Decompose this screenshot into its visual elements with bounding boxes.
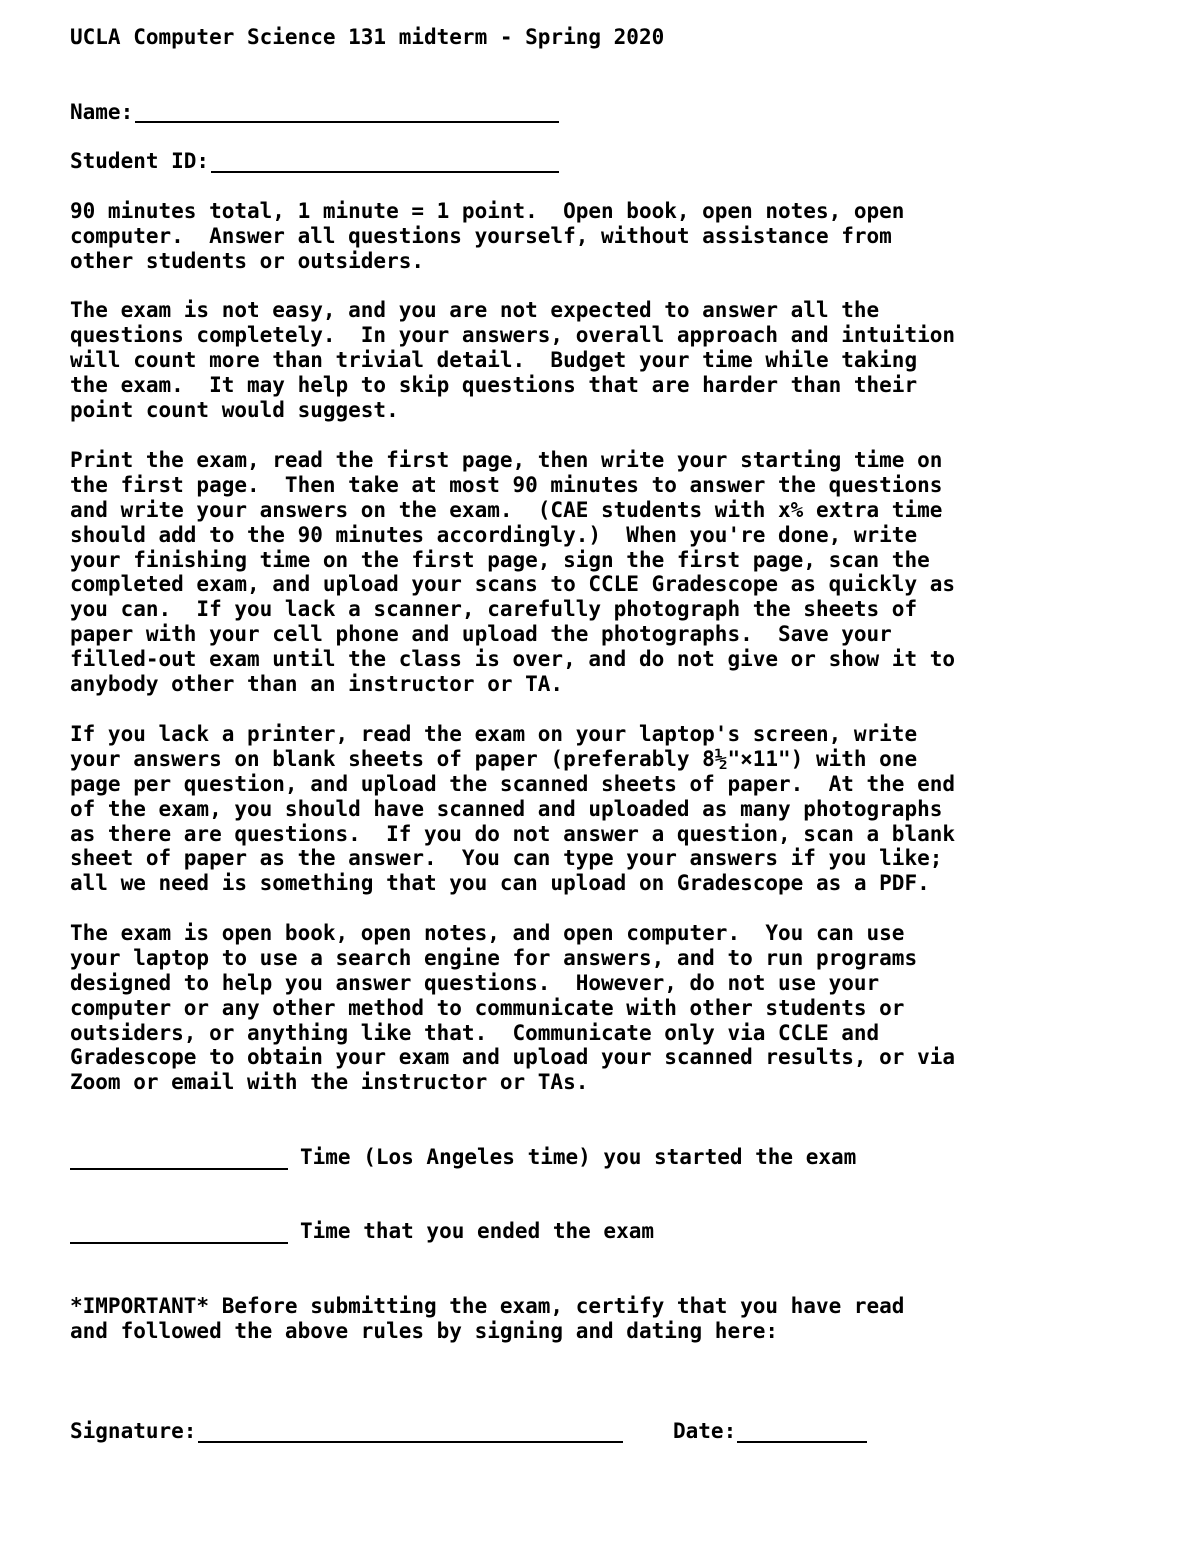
paragraph-line: the first page. Then take at most 90 minutes to answer the questions <box>70 472 943 497</box>
paragraph-line: anybody other than an instructor or TA. <box>70 672 564 697</box>
instructions-paragraph-no-printer <box>70 722 955 896</box>
paragraph-line: computer. Answer all questions yourself, without assistance from <box>70 223 892 248</box>
paragraph-line: page per question, and upload the scanned sheets of paper. At the end <box>70 771 956 796</box>
paragraph-line: your answers on blank sheets of paper (preferably 8½"×11") with one <box>70 746 918 771</box>
paragraph-line: the exam. It may help to skip questions that are harder than their <box>70 372 918 397</box>
instructions-paragraph-difficulty <box>70 298 955 422</box>
paragraph-line: point count would suggest. <box>70 397 399 422</box>
paragraph-line: other students or outsiders. <box>70 248 425 273</box>
paragraph-line: and followed the above rules by signing and dating here: <box>70 1318 779 1343</box>
paragraph-line: should add to the 90 minutes accordingly.) When you're done, write <box>70 522 918 547</box>
paragraph-line: Zoom or email with the instructor or TAs. <box>70 1070 589 1095</box>
instructions-paragraph-open-book <box>70 921 955 1095</box>
exam-title: UCLA Computer Science 131 midterm - Spring 2020 <box>70 25 665 49</box>
student-id-label: Student ID: <box>70 149 210 173</box>
paragraph-line: completed exam, and upload your scans to CCLE Gradescope as quickly as <box>70 572 956 597</box>
end-time-blank-line <box>70 1242 288 1244</box>
signature-label: Signature: <box>70 1419 197 1443</box>
paragraph-line: Print the exam, read the first page, then write your starting time on <box>70 448 943 472</box>
paragraph-line: Gradescope to obtain your exam and upload your scanned results, or via <box>70 1045 956 1070</box>
paragraph-line: as there are questions. If you do not answer a question, scan a blank <box>70 821 956 846</box>
name-blank-line <box>135 121 559 123</box>
paragraph-line: The exam is open book, open notes, and open computer. You can use <box>70 921 905 945</box>
paragraph-line: sheet of paper as the answer. You can type your answers if you like; <box>70 846 943 871</box>
paragraph-line: paper with your cell phone and upload the photographs. Save your <box>70 622 892 647</box>
paragraph-line: will count more than trivial detail. Budget your time while taking <box>70 347 918 372</box>
start-time-blank-line <box>70 1168 288 1170</box>
paragraph-line: all we need is something that you can upload on Gradescope as a PDF. <box>70 871 930 896</box>
paragraph-line: *IMPORTANT* Before submitting the exam, certify that you have read <box>70 1294 905 1318</box>
start-time-label: Time (Los Angeles time) you started the exam <box>300 1145 857 1169</box>
name-label: Name: <box>70 100 134 124</box>
paragraph-line: you can. If you lack a scanner, carefully photograph the sheets of <box>70 597 918 622</box>
instructions-paragraph-time <box>70 199 904 274</box>
paragraph-line: your laptop to use a search engine for answers, and to run programs <box>70 945 918 970</box>
important-certification-notice <box>70 1294 904 1344</box>
paragraph-line: your finishing time on the first page, sign the first page, scan the <box>70 547 930 572</box>
paragraph-line: If you lack a printer, read the exam on your laptop's screen, write <box>70 722 918 746</box>
date-label: Date: <box>673 1419 737 1443</box>
paragraph-line: 90 minutes total, 1 minute = 1 point. Open book, open notes, open <box>70 199 905 223</box>
paragraph-line: designed to help you answer questions. However, do not use your <box>70 970 880 995</box>
date-blank-line <box>737 1441 867 1443</box>
student-id-blank-line <box>211 171 559 173</box>
paragraph-line: outsiders, or anything like that. Communicate only via CCLE and <box>70 1020 880 1045</box>
signature-blank-line <box>198 1441 623 1443</box>
paragraph-line: computer or any other method to communicate with other students or <box>70 995 905 1020</box>
paragraph-line: of the exam, you should have scanned and uploaded as many photographs <box>70 796 943 821</box>
paragraph-line: filled-out exam until the class is over, and do not give or show it to <box>70 647 956 672</box>
paragraph-line: The exam is not easy, and you are not expected to answer all the <box>70 298 880 322</box>
paragraph-line: and write your answers on the exam. (CAE students with x% extra time <box>70 497 943 522</box>
end-time-label: Time that you ended the exam <box>300 1219 655 1243</box>
instructions-paragraph-printing <box>70 448 955 697</box>
paragraph-line: questions completely. In your answers, overall approach and intuition <box>70 322 956 347</box>
